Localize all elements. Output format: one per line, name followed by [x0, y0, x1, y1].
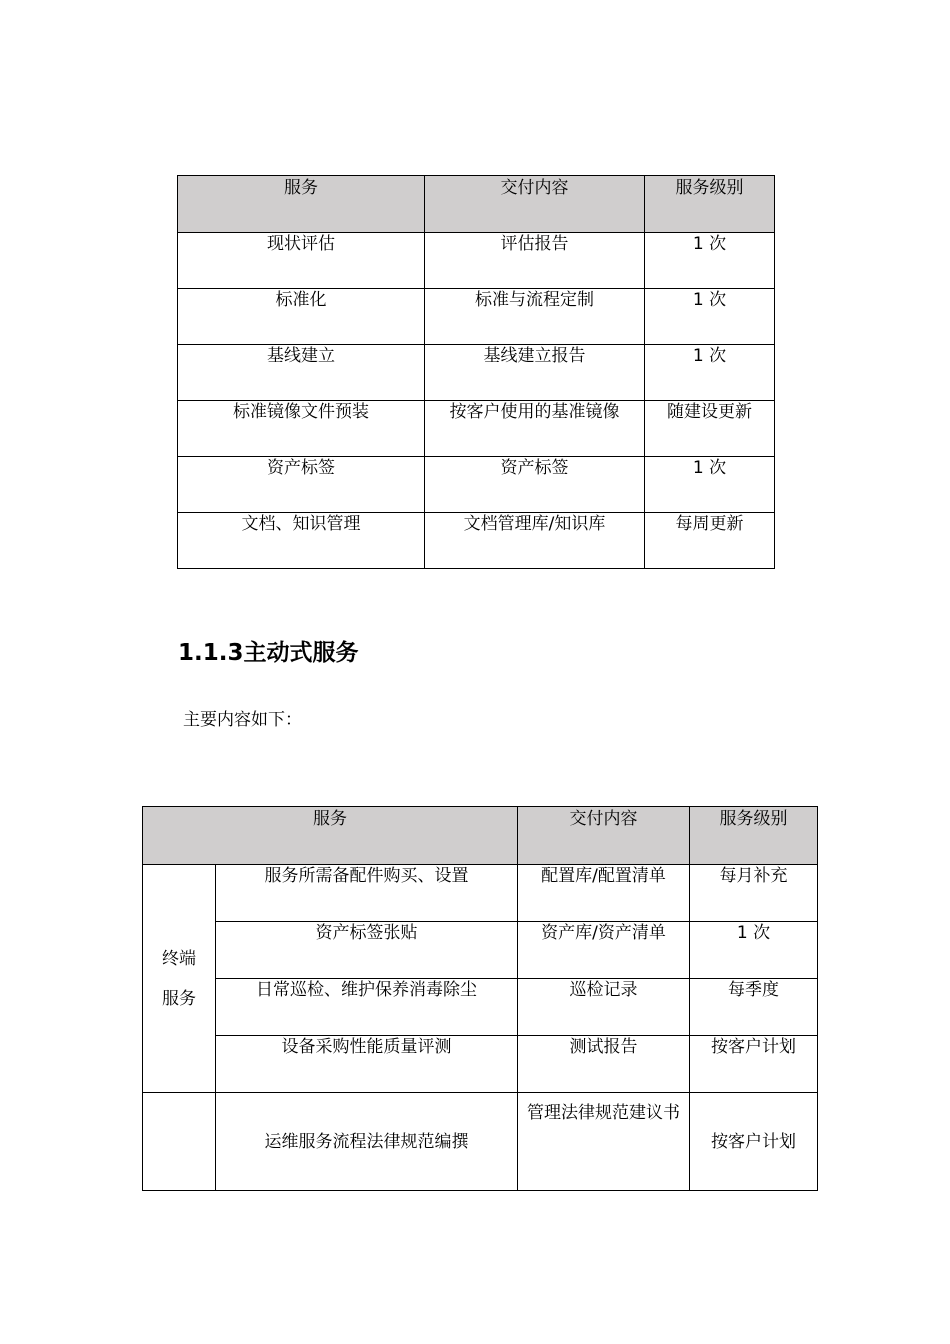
header-deliverable: 交付内容 [518, 807, 690, 865]
cell-deliverable: 标准与流程定制 [425, 289, 645, 345]
cell-level: 1 次 [645, 345, 775, 401]
cell-service: 基线建立 [178, 345, 425, 401]
cell-empty-group [143, 1093, 216, 1191]
cell-service: 日常巡检、维护保养消毒除尘 [216, 979, 518, 1036]
cell-service: 标准化 [178, 289, 425, 345]
table-row [143, 1093, 818, 1191]
intro-text: 主要内容如下： [183, 710, 302, 730]
cell-level: 每月补充 [690, 865, 818, 922]
cell-deliverable: 测试报告 [518, 1036, 690, 1093]
table-row [178, 457, 775, 513]
cell-level: 1 次 [645, 233, 775, 289]
table-row [178, 289, 775, 345]
cell-level: 按客户计划 [690, 1093, 818, 1191]
group-label-terminal-service [143, 865, 216, 1093]
cell-deliverable: 基线建立报告 [425, 345, 645, 401]
cell-service: 标准镜像文件预装 [178, 401, 425, 457]
header-level: 服务级别 [645, 176, 775, 233]
header-service: 服务 [178, 176, 425, 233]
cell-deliverable: 文档管理库/知识库 [425, 513, 645, 569]
cell-deliverable: 按客户使用的基准镜像 [425, 401, 645, 457]
cell-deliverable: 资产标签 [425, 457, 645, 513]
cell-service: 服务所需备配件购买、设置 [216, 865, 518, 922]
cell-deliverable: 管理法律规范建议书 [518, 1093, 690, 1191]
group-label-line: 终端 [162, 948, 196, 969]
header-deliverable: 交付内容 [425, 176, 645, 233]
cell-service: 运维服务流程法律规范编撰 [216, 1093, 518, 1191]
cell-level: 按客户计划 [690, 1036, 818, 1093]
cell-level: 每季度 [690, 979, 818, 1036]
cell-level: 每周更新 [645, 513, 775, 569]
table-header-row [143, 807, 818, 865]
table-row [178, 345, 775, 401]
cell-level: 随建设更新 [645, 401, 775, 457]
cell-service: 资产标签张贴 [216, 922, 518, 979]
cell-deliverable: 资产库/资产清单 [518, 922, 690, 979]
cell-service: 现状评估 [178, 233, 425, 289]
table-header-row [178, 176, 775, 233]
cell-level: 1 次 [645, 289, 775, 345]
table-row [143, 865, 818, 922]
cell-deliverable: 评估报告 [425, 233, 645, 289]
cell-service: 文档、知识管理 [178, 513, 425, 569]
table-row [178, 513, 775, 569]
section-heading: 1.1.3主动式服务 [178, 640, 359, 666]
service-table-2 [142, 806, 818, 1191]
table-row [178, 233, 775, 289]
cell-service: 设备采购性能质量评测 [216, 1036, 518, 1093]
table-row [143, 979, 818, 1036]
cell-deliverable: 巡检记录 [518, 979, 690, 1036]
table-row [178, 401, 775, 457]
cell-deliverable: 配置库/配置清单 [518, 865, 690, 922]
cell-level: 1 次 [690, 922, 818, 979]
table-row [143, 922, 818, 979]
service-table-1 [177, 175, 775, 569]
group-label-line: 服务 [162, 988, 196, 1009]
cell-level: 1 次 [645, 457, 775, 513]
table-row [143, 1036, 818, 1093]
header-service: 服务 [143, 807, 518, 865]
header-level: 服务级别 [690, 807, 818, 865]
cell-service: 资产标签 [178, 457, 425, 513]
